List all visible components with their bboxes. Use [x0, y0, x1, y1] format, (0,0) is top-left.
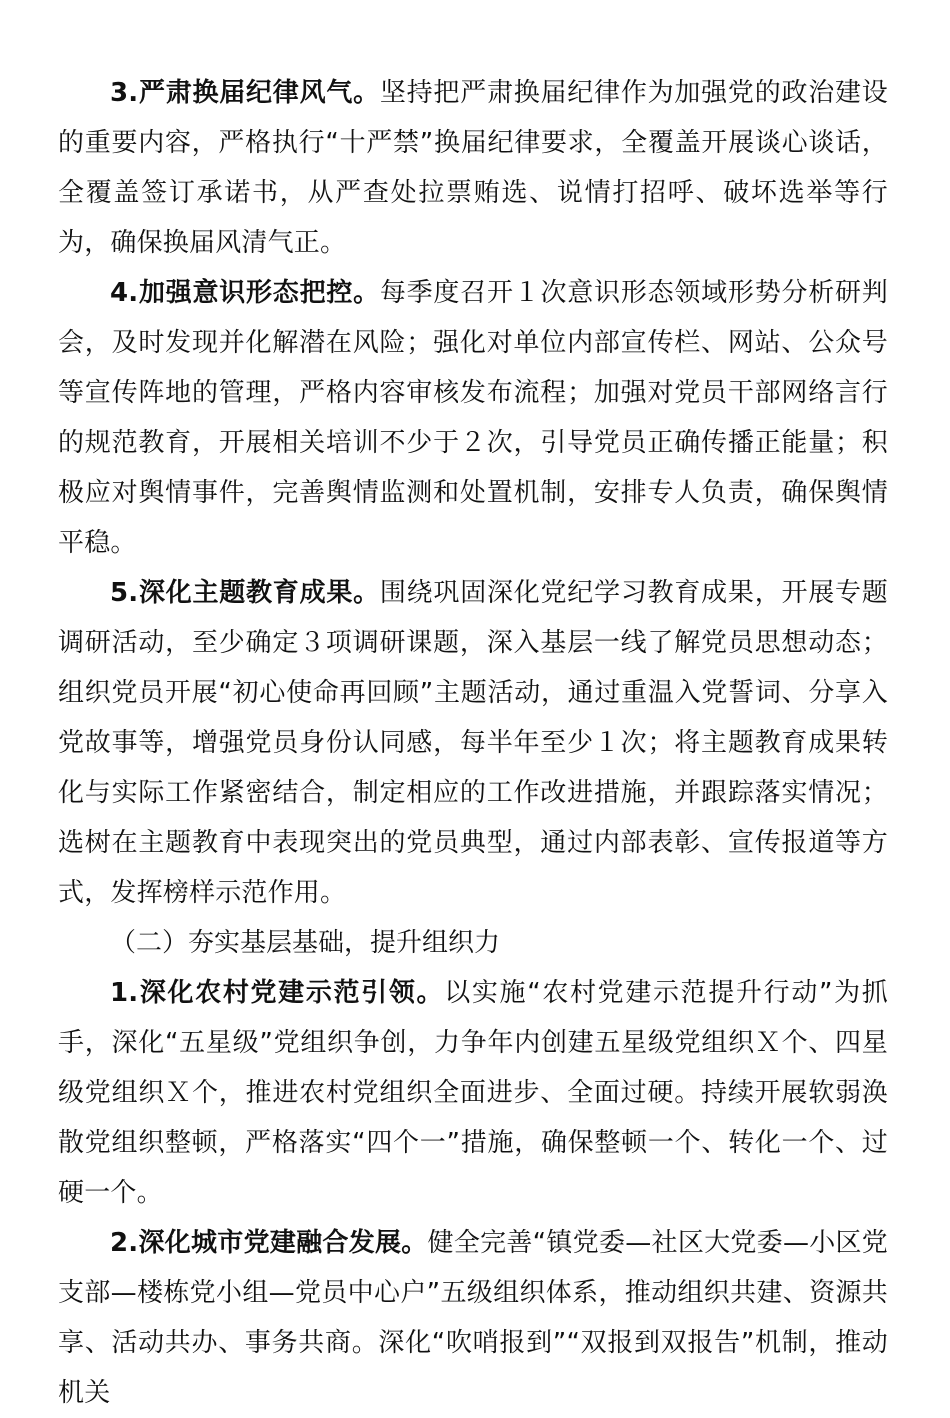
paragraph-3: [58, 68, 888, 268]
paragraph-heading: 2.深化城市党建融合发展。: [110, 1228, 428, 1258]
paragraph-4: [58, 268, 888, 568]
section-heading: （二）夯实基层基础，提升组织力: [110, 928, 501, 958]
paragraph-heading: 3.严肃换届纪律风气。: [110, 78, 380, 108]
paragraph-5: [58, 568, 888, 918]
paragraph-body: 健全完善“镇党委—社区大党委—小区党支部—楼栋党小组—党员中心户”五级组织体系，推动组织共建、资源共享、活动共办、事务共商。深化“吹哨报到”“双报到双报告”机制，推动机关: [58, 1228, 888, 1408]
paragraph-heading: 5.深化主题教育成果。: [110, 578, 380, 608]
paragraph-body: 每季度召开１次意识形态领域形势分析研判会，及时发现并化解潜在风险；强化对单位内部宣传栏、网站、公众号等宣传阵地的管理，严格内容审核发布流程；加强对党员干部网络言行的规范教育，开展相关培训不少于２次，引导党员正确传播正能量；积极应对舆情事件，完善舆情监测和处置机制，安排专人负责，确保舆情平稳。: [58, 278, 888, 558]
paragraph-body: 坚持把严肃换届纪律作为加强党的政治建设的重要内容，严格执行“十严禁”换届纪律要求，全覆盖开展谈心谈话，全覆盖签订承诺书，从严查处拉票贿选、说情打招呼、破坏选举等行为，确保换届风清气正。: [58, 78, 888, 258]
paragraph-body: 围绕巩固深化党纪学习教育成果，开展专题调研活动，至少确定３项调研课题，深入基层一线了解党员思想动态；组织党员开展“初心使命再回顾”主题活动，通过重温入党誓词、分享入党故事等，增强党员身份认同感，每半年至少１次；将主题教育成果转化与实际工作紧密结合，制定相应的工作改进措施，并跟踪落实情况；选树在主题教育中表现突出的党员典型，通过内部表彰、宣传报道等方式，发挥榜样示范作用。: [58, 578, 888, 908]
document-page: [58, 68, 888, 1418]
paragraph-1: [58, 968, 888, 1218]
paragraph-heading: 1.深化农村党建示范引领。: [110, 978, 445, 1008]
paragraph-2: [58, 1218, 888, 1418]
paragraph-body: 以实施“农村党建示范提升行动”为抓手，深化“五星级”党组织争创，力争年内创建五星级党组织Ｘ个、四星级党组织Ｘ个，推进农村党组织全面进步、全面过硬。持续开展软弱涣散党组织整顿，严格落实“四个一”措施，确保整顿一个、转化一个、过硬一个。: [58, 978, 889, 1208]
paragraph-heading: 4.加强意识形态把控。: [110, 278, 380, 308]
